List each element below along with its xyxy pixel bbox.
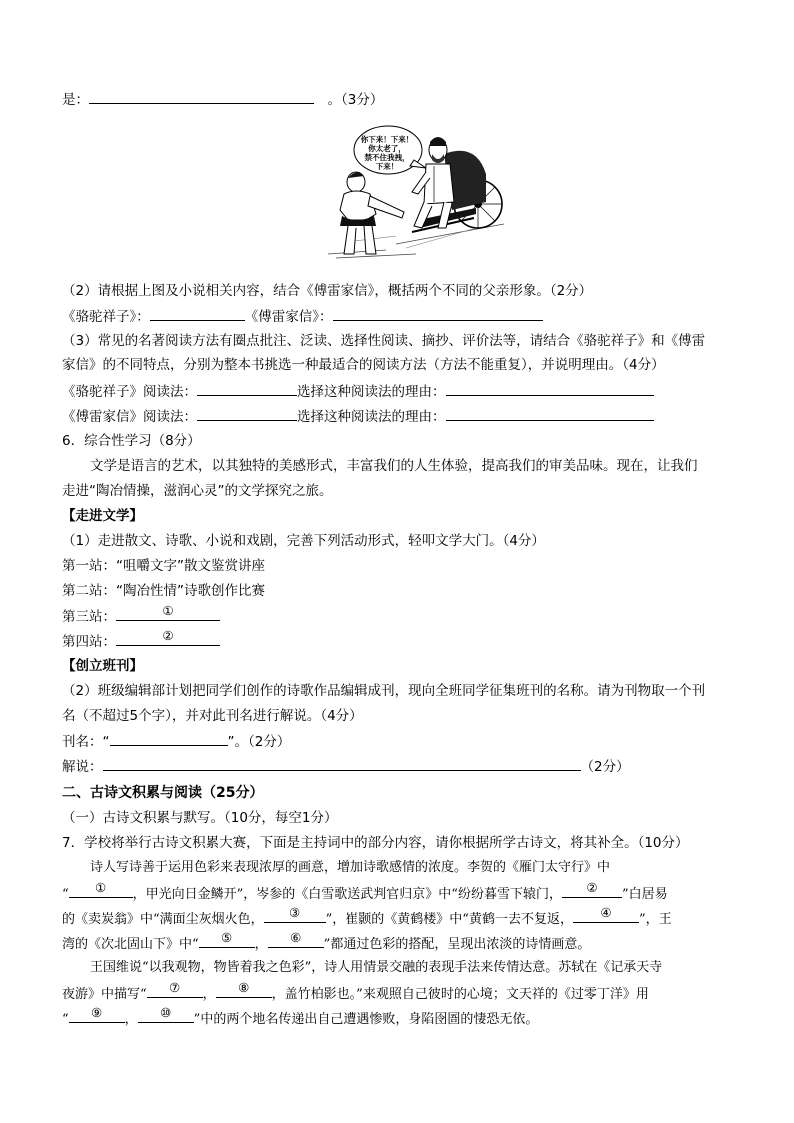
part2-heading: 二、古诗文积累与阅读（25分） [62,785,264,801]
answer-blank[interactable]: ⑦ [147,983,203,998]
reason-label: 选择这种阅读法的理由： [297,409,446,425]
passage-line-5: 王国维说“以我观物，物皆着我之色彩”，诗人用情景交融的表现手法来传情达意。苏轼在《记承天寺 [90,960,663,975]
bubble-line: 禁不住我拽， [364,153,410,162]
q6-2-line1: （2）班级编辑部计划把同学们创作的诗歌作品编辑成刊，现向全班同学征集班刊的名称。请为刊物取一个刊 [62,683,706,699]
answer-blank[interactable]: ⑨ [69,1008,125,1023]
answer-blank[interactable]: ③ [264,908,326,923]
label-fulei: 《傅雷家信》： [244,309,333,325]
passage-line-3: 的《卖炭翁》中“满面尘灰烟火色， ③ ”，崔颢的《黄鹤楼》中“黄鹤一去不复返， ④ ”，王 [62,905,672,927]
q5-prefix: 是： [62,92,89,108]
answer-blank[interactable]: ⑩ [138,1008,194,1023]
section-chuangli-bankan: 【创立班刊】 [62,658,143,674]
q5-2-answer-row [62,306,543,327]
passage-line-7: “ ⑨ ， ⑩ ”中的两个地名传递出自己遭遇惨败，身陷囹圄的悽恐无依。 [62,1005,539,1027]
kanming-score: ”。（2分） [227,734,291,750]
reason-label: 选择这种阅读法的理由： [297,384,446,400]
answer-blank[interactable] [197,406,297,421]
jieshuo-row [62,756,630,777]
bubble-line: 你太老了， [368,144,406,153]
answer-blank[interactable]: ② [562,883,622,898]
q6-intro-1: 文学是语言的艺术，以其独特的美感形式，丰富我们的人生体验，提高我们的审美品味。现在，让我们 [90,458,698,474]
passage-line-1: 诗人写诗善于运用色彩来表现浓厚的画意，增加诗歌感情的浓度。李贺的《雁门太守行》中 [90,860,611,875]
part2-sub: （一）古诗文积累与默写。（10分，每空1分） [62,810,338,826]
answer-blank[interactable] [89,89,314,104]
station-3 [62,603,220,627]
kanming-label: 刊名：“ [62,734,110,750]
bubble-line: 你下来！下来！ [360,135,414,144]
answer-blank[interactable] [333,306,543,321]
answer-blank[interactable] [446,406,654,421]
q5-answer-line [62,89,383,110]
answer-blank[interactable] [110,731,228,746]
station-1: 第一站：“咀嚼文字”散文鉴赏讲座 [62,558,265,574]
q6-2-line2: 名（不超过5个字），并对此刊名进行解说。（4分） [62,708,363,724]
kanming-row [62,731,290,752]
q5-3-line2: 家信》的不同特点，分别为整本书挑选一种最适合的阅读方法（方法不能重复），并说明理由。（4分） [62,357,665,373]
station-2: 第二站：“陶冶性情”诗歌创作比赛 [62,583,265,599]
section-zoujin-wenxue: 【走进文学】 [62,508,143,524]
speech-bubble-text [355,135,419,171]
passage-line-6: 夜游》中描写“ ⑦ ， ⑧ ，盖竹柏影也。”来观照自己彼时的心境；文天祥的《过零丁洋》用 [62,980,649,1002]
answer-blank[interactable] [103,756,581,771]
jieshuo-label: 解说： [62,759,103,775]
q7-question: 7．学校将举行古诗文积累大赛，下面是主持词中的部分内容，请你根据所学古诗文，将其补全。（10分） [62,835,689,851]
q6-intro-2: 走进“陶冶情操，滋润心灵”的文学探究之旅。 [62,483,333,499]
answer-blank[interactable]: ⑥ [268,933,324,948]
q5-suffix: 。（3分） [327,92,384,108]
answer-blank[interactable] [446,381,654,396]
answer-blank[interactable]: ⑤ [199,933,255,948]
answer-blank[interactable]: ② [116,631,220,646]
q5-3-line1: （3）常见的名著阅读方法有圈点批注、泛读、选择性阅读、摘抄、评价法等，请结合《骆驼祥子》和《傅雷 [62,333,706,349]
q5-3-row1 [62,381,654,402]
answer-blank[interactable]: ④ [573,908,639,923]
bubble-line: 下来！ [375,162,399,171]
answer-blank[interactable] [150,306,245,321]
q5-2-question: （2）请根据上图及小说相关内容，结合《傅雷家信》，概括两个不同的父亲形象。（2分） [62,283,593,299]
station-3-label: 第三站： [62,609,116,625]
answer-blank[interactable]: ⑧ [216,983,272,998]
method-label: 《骆驼祥子》阅读法： [62,384,197,400]
q5-3-row2 [62,406,654,427]
station-4 [62,628,220,652]
q6-1-question: （1）走进散文、诗歌、小说和戏剧，完善下列活动形式，轻叩文学大门。（4分） [62,533,545,549]
answer-blank[interactable]: ① [116,606,220,621]
passage-line-2: “ ① ，甲光向日金鳞开”，岑参的《白雪歌送武判官归京》中“纷纷暮雪下辕门， ② ”白居易 [62,880,668,902]
label-luotuo: 《骆驼祥子》： [62,309,150,325]
q6-title: 6．综合性学习（8分） [62,433,201,449]
jieshuo-score: （2分） [580,759,630,775]
station-4-label: 第四站： [62,634,116,650]
answer-blank[interactable] [197,381,297,396]
method-label: 《傅雷家信》阅读法： [62,409,197,425]
passage-line-4: 湾的《次北固山下》中“ ⑤ ， ⑥ ”都通过色彩的搭配，呈现出浓淡的诗情画意。 [62,930,591,952]
answer-blank[interactable]: ① [69,883,133,898]
